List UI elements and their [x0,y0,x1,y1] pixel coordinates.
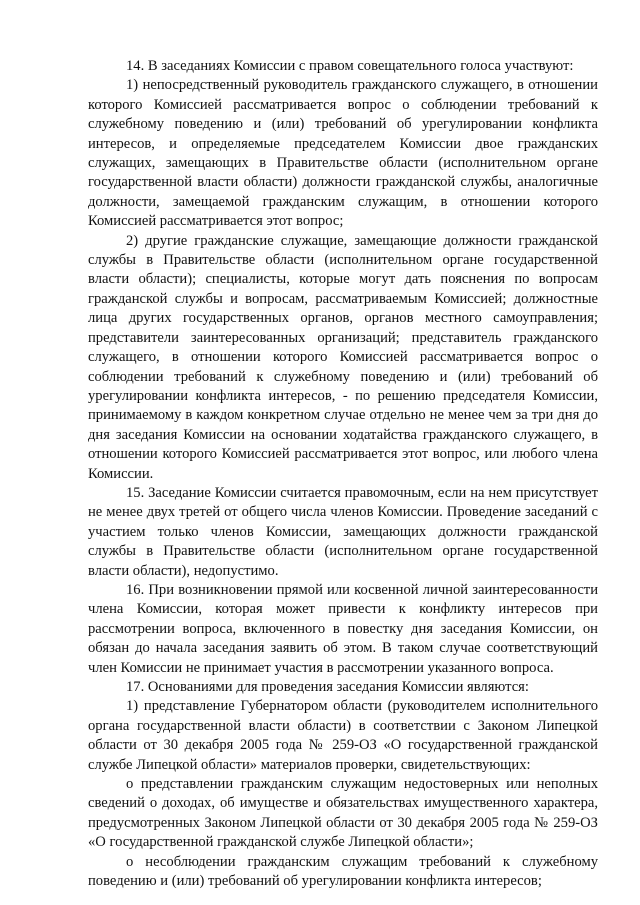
paragraph-14-item-2: 2) другие гражданские служащие, замещающие должности гражданской службы в Правительстве области (исполнительном органе государственной власти области); специалисты, которые могут дать пояснения по вопросам гражданской службы и вопросам, рассматриваемым Комиссией; должностные лица других государственных органов, органов местного самоуправления; представители заинтересованных организаций; представитель гражданского служащего, в отношении которого Комиссией рассматривается вопрос о соблюдении требований к служебному поведению и (или) требований об урегулировании конфликта интересов, - по решению председателя Комиссии, принимаемому в каждом конкретном случае отдельно не менее чем за три дня до дня заседания Комиссии на основании ходатайства гражданского служащего, в отношении которого Комиссией рассматривается этот вопрос, или любого члена Комиссии. [88,232,598,482]
paragraph-17-item-1: 1) представление Губернатором области (руководителем исполнительного органа государственной власти области) в соответствии с Законом Липецкой области от 30 декабря 2005 года № 259-ОЗ «О государственной гражданской службе Липецкой области» материалов проверки, свидетельствующих: [88,698,598,773]
document-page [88,57,598,891]
paragraph-17: 17. Основаниями для проведения заседания Комиссии являются: [126,679,529,695]
paragraph-16: 16. При возникновении прямой или косвенной личной заинтересованности члена Комиссии, которая может привести к конфликту интересов при рассмотрении вопроса, включенного в повестку дня заседания Комиссии, он обязан до начала заседания заявить об этом. В таком случае соответствующий член Комиссии не принимает участия в рассмотрении указанного вопроса. [88,581,598,676]
paragraph-15: 15. Заседание Комиссии считается правомочным, если на нем присутствует не менее двух третей от общего числа членов Комиссии. Проведение заседаний с участием только членов Комиссии, замещающих должности гражданской службы в Правительстве области (исполнительном органе государственной власти области), недопустимо. [88,484,598,579]
paragraph-17-item-1-sub-b: о несоблюдении гражданским служащим требований к служебному поведению и (или) требований об урегулировании конфликта интересов; [88,853,598,890]
paragraph-17-item-1-sub-a: о представлении гражданским служащим недостоверных или неполных сведений о доходах, об имуществе и обязательствах имущественного характера, предусмотренных Законом Липецкой области от 30 декабря 2005 года № 259-ОЗ «О государственной гражданской службе Липецкой области»; [88,776,598,851]
paragraph-14: 14. В заседаниях Комиссии с правом совещательного голоса участвуют: [126,58,574,74]
paragraph-14-item-1: 1) непосредственный руководитель гражданского служащего, в отношении которого Комиссией рассматривается вопрос о соблюдении требований к служебному поведению и (или) требований об урегулировании конфликта интересов, и определяемые председателем Комиссии двое гражданских служащих, замещающих в Правительстве области (исполнительном органе государственной власти области) должности гражданской службы, аналогичные должности, замещаемой гражданским служащим, в отношении которого Комиссией рассматривается этот вопрос; [88,77,598,230]
